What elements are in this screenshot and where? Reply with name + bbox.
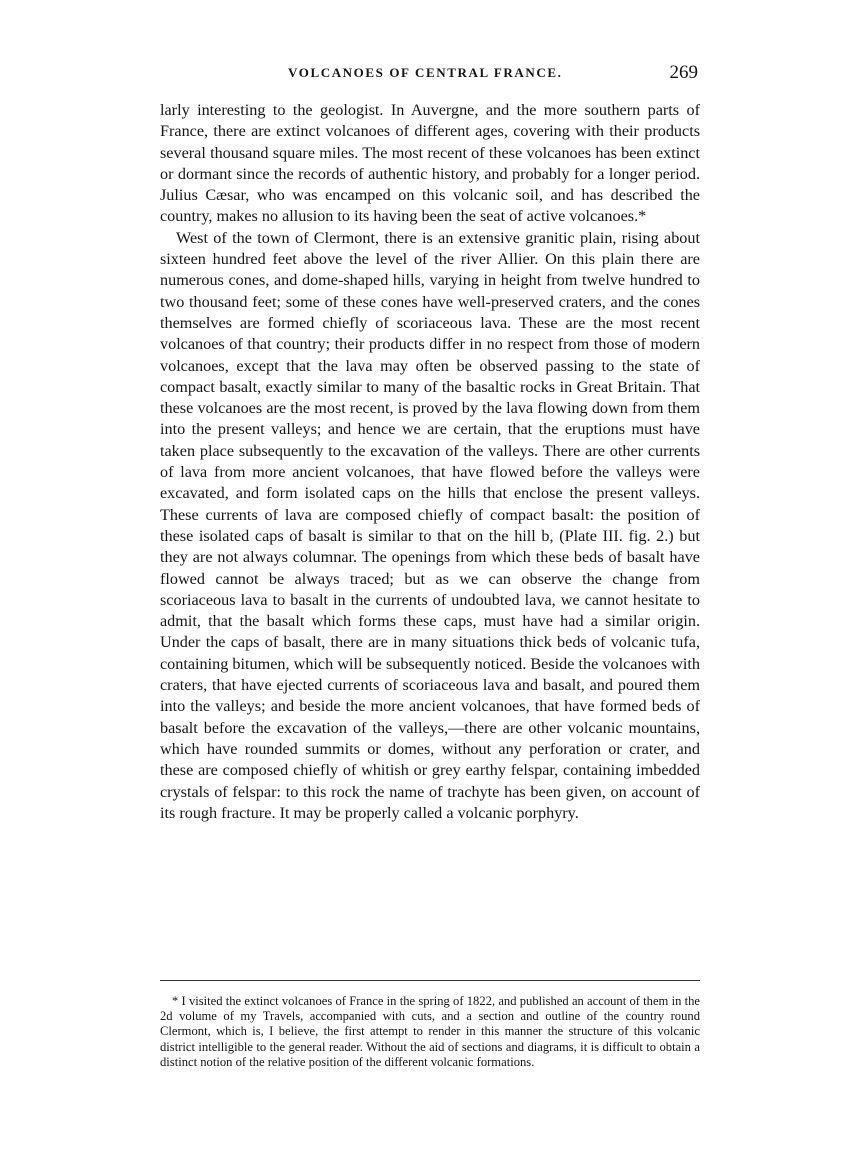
book-page [160,0,700,1150]
body-text [160,100,700,824]
paragraph-continuation: larly interesting to the geologist. In Auvergne, and the more southern parts of France, there are extinct volcanoes of different ages, covering with their products several thousand square miles. The most recent of these volcanoes has been extinct or dormant since the records of authentic history, and probably for a longer period. Julius Cæsar, who was encamped on this volcanic soil, and has described the country, makes no allusion to its having been the seat of active volcanoes.* [160,101,700,226]
page-number: 269 [669,62,698,83]
footnote-divider [160,980,700,981]
footnote-text: * I visited the extinct volcanoes of France in the spring of 1822, and published an account of them in the 2d volume of my Travels, accompanied with cuts, and a section and outline of the country round Clermont, which is, I believe, the first attempt to render in this manner the structure of this volcanic district intelligible to the general reader. Without the aid of sections and diagrams, it is difficult to obtain a distinct notion of the relative position of the different volcanic formations. [160,994,700,1069]
footnote [160,994,700,1070]
running-head [160,62,700,86]
paragraph-clermont: West of the town of Clermont, there is an extensive granitic plain, rising about sixteen hundred feet above the level of the river Allier. On this plain there are numerous cones, and dome-shaped hills, varying in height from twelve hundred to two thousand feet; some of these cones have well-preserved craters, and the cones themselves are formed chiefly of scoriaceous lava. These are the most recent volcanoes of that country; their products differ in no respect from those of modern volcanoes, except that the lava may often be observed passing to the state of compact basalt, exactly similar to many of the basaltic rocks in Great Britain. That these volcanoes are the most recent, is proved by the lava flowing down from them into the present valleys; and hence we are certain, that the eruptions must have taken place subsequently to the excavation of the valleys. There are other currents of lava from more ancient volcanoes, that have flowed before the valleys were excavated, and form isolated caps on the hills that enclose the present valleys. These currents of lava are composed chiefly of compact basalt: the position of these isolated caps of basalt is similar to that on the hill b, (Plate III. fig. 2.) but they are not always columnar. The openings from which these beds of basalt have flowed cannot be always traced; but as we can observe the change from scoriaceous lava to basalt in the currents of undoubted lava, we cannot hesitate to admit, that the basalt which forms these caps, must have had a similar origin. Under the caps of basalt, there are in many situations thick beds of volcanic tufa, containing bitumen, which will be subsequently noticed. Beside the volcanoes with craters, that have ejected currents of scoriaceous lava and basalt, and poured them into the valleys; and beside the more ancient volcanoes, that have formed beds of basalt before the excavation of the valleys,—there are other volcanic mountains, which have rounded summits or domes, without any perforation or crater, and these are composed chiefly of whitish or grey earthy felspar, containing imbedded crystals of felspar: to this rock the name of trachyte has been given, on account of its rough fracture. It may be properly called a volcanic porphyry. [160,228,700,822]
running-title: VOLCANOES OF CENTRAL FRANCE. [288,65,563,80]
